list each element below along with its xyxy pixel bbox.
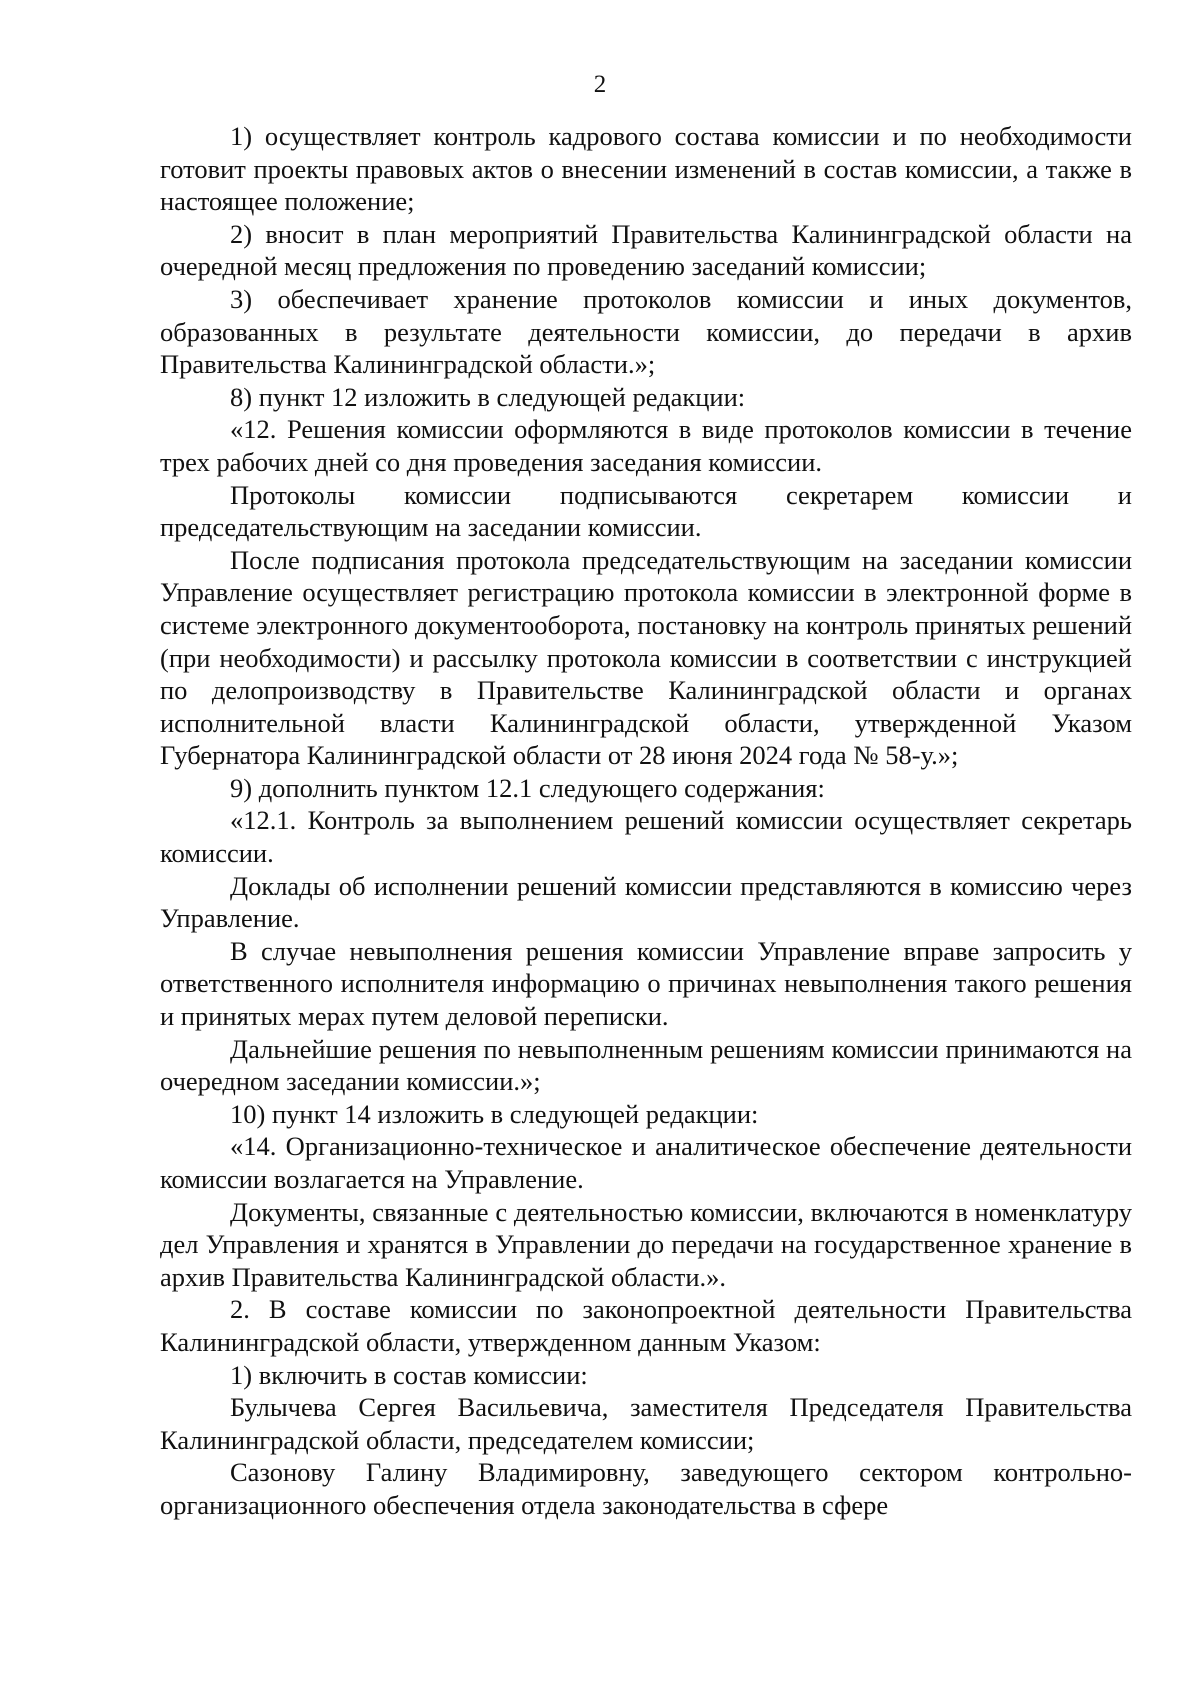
- document-body: [160, 120, 1132, 1522]
- paragraph-non-fulfillment: В случае невыполнения решения комиссии Управление вправе запросить у ответственного исполнителя информацию о причинах невыполнения такого решения и принятых мерах путем деловой переписки.: [160, 935, 1132, 1032]
- paragraph-clause-14: «14. Организационно-техническое и аналитическое обеспечение деятельности комиссии возлагается на Управление.: [160, 1131, 1132, 1194]
- paragraph-clause-12-1: «12.1. Контроль за выполнением решений комиссии осуществляет секретарь комиссии.: [160, 805, 1132, 869]
- paragraph-point-10: 10) пункт 14 изложить в следующей редакции:: [230, 1098, 759, 1129]
- paragraph-item-2: 2) вносит в план мероприятий Правительства Калининградской области на очередной месяц предложения по проведению заседаний комиссии;: [160, 218, 1132, 282]
- paragraph-reports: Доклады об исполнении решений комиссии представляются в комиссию через Управление.: [160, 870, 1132, 934]
- paragraph-clause-12: «12. Решения комиссии оформляются в виде протоколов комиссии в течение трех рабочих дней со дня проведения заседания комиссии.: [160, 414, 1132, 477]
- paragraph-protocol-signing: Протоколы комиссии подписываются секретарем комиссии и председательствующим на заседании комиссии.: [160, 479, 1132, 543]
- paragraph-point-9: 9) дополнить пунктом 12.1 следующего содержания:: [230, 772, 825, 803]
- page-number: 2: [593, 71, 607, 98]
- paragraph-further-decisions: Дальнейшие решения по невыполненным решениям комиссии принимаются на очередном заседании комиссии.»;: [160, 1033, 1132, 1097]
- paragraph-include-members: 1) включить в состав комиссии:: [230, 1359, 588, 1390]
- paragraph-item-3: 3) обеспечивает хранение протоколов комиссии и иных документов, образованных в результате деятельности комиссии, до передачи в архив Правительства Калининградской области.»;: [160, 283, 1132, 380]
- paragraph-section-2: 2. В составе комиссии по законопроектной деятельности Правительства Калининградской области, утвержденном данным Указом:: [160, 1294, 1132, 1357]
- paragraph-member-bulychev: Булычева Сергея Васильевича, заместителя Председателя Правительства Калининградской области, председателем комиссии;: [160, 1392, 1132, 1455]
- paragraph-documents: Документы, связанные с деятельностью комиссии, включаются в номенклатуру дел Управления и хранятся в Управлении до передачи на государственное хранение в архив Правительства Калининградской области.».: [160, 1196, 1132, 1292]
- paragraph-point-8: 8) пункт 12 изложить в следующей редакции:: [230, 381, 746, 412]
- paragraph-protocol-registration: После подписания протокола председательствующим на заседании комиссии Управление осуществляет регистрацию протокола комиссии в электронной форме в системе электронного документооборота, постановку на контроль принятых решений (при необходимости) и рассылку протокола комиссии в соответствии с инструкцией по делопроизводству в Правительстве Калининградской области и органах исполнительной власти Калининградской области, утвержденной Указом Губернатора Калининградской области от 28 июня 2024 года № 58-у.»;: [160, 544, 1132, 771]
- paragraph-item-1: 1) осуществляет контроль кадрового состава комиссии и по необходимости готовит проекты правовых актов о внесении изменений в состав комиссии, а также в настоящее положение;: [160, 121, 1132, 217]
- paragraph-member-sazonova: Сазонову Галину Владимировну, заведующего сектором контрольно-организационного обеспечения отдела законодательства в сфере: [160, 1457, 1132, 1520]
